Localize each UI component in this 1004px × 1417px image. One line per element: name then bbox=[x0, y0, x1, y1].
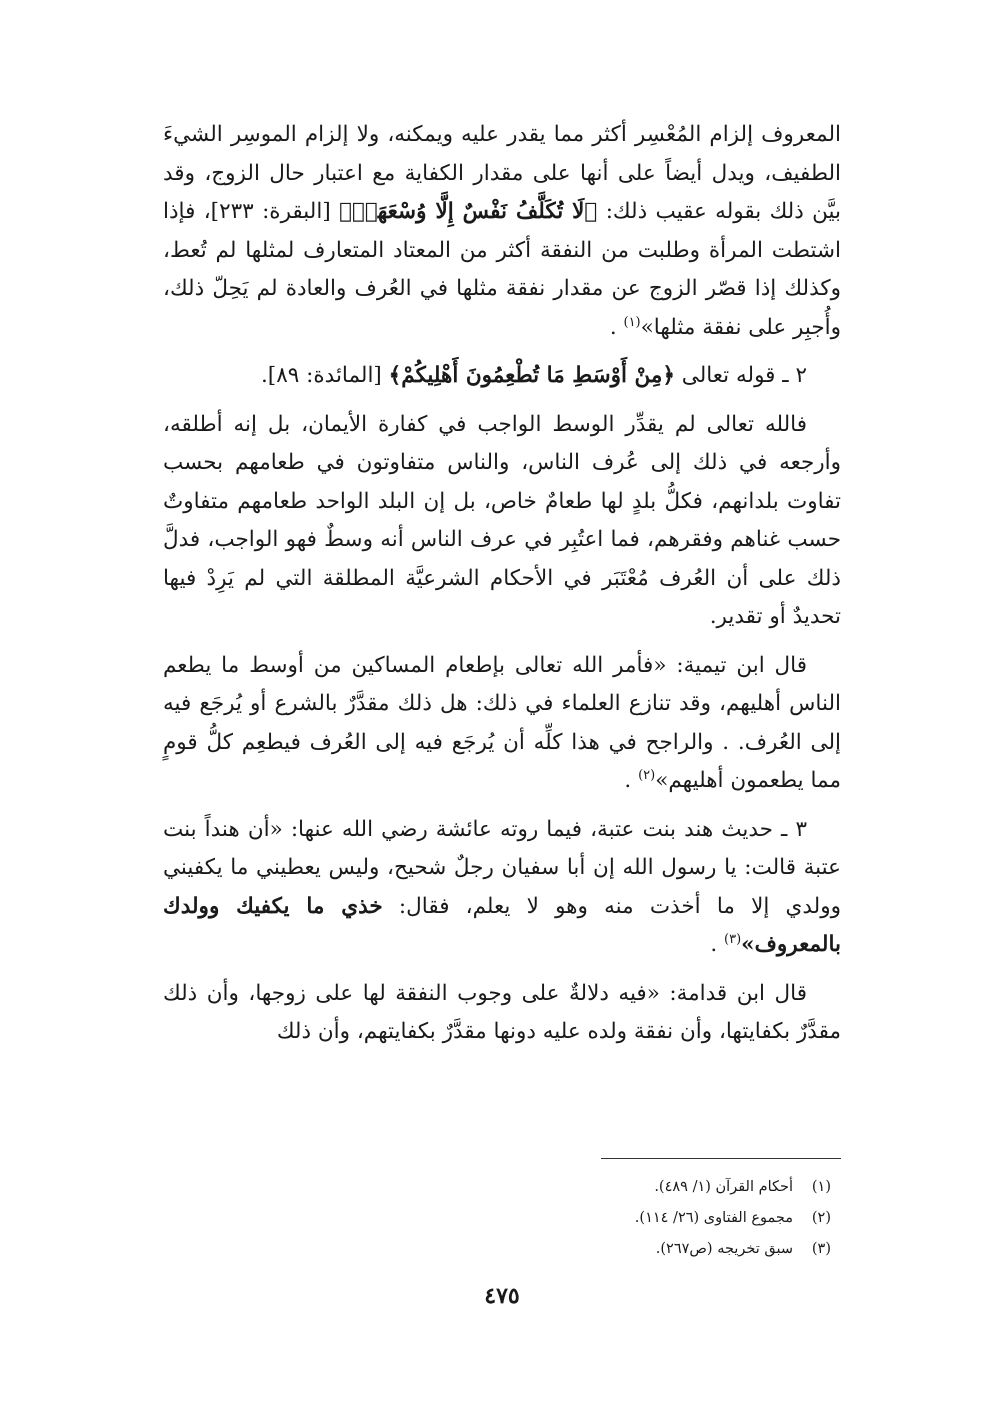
footnote-number: (٣) bbox=[811, 1241, 831, 1257]
footnote-text: مجموع الفتاوى (٢٦/ ١١٤). bbox=[634, 1210, 793, 1226]
quote-close: » bbox=[741, 932, 755, 957]
paragraph-6 bbox=[163, 975, 841, 1052]
paragraph-1-text-cont: [البقرة: ٢٣٣]، فإذا اشتطت المرأة وطلبت من النفقة أكثر من المعتاد المتعارف لمثلها لم تُعط، وكذلك إذا قصّر الزوج عن مقدار نفقة مثلها في العُرف والعادة لم يَحِلّ ذلك، وأُجبِر على نفقة مثلها» bbox=[163, 199, 841, 340]
footnote-ref-1[interactable]: (١) bbox=[623, 314, 641, 330]
ibn-taymiyyah-quote: قال ابن تيمية: «فأمر الله تعالى بإطعام المساكين من أوسط ما يطعم الناس أهليهم، وقد تنازع العلماء في ذلك: هل ذلك مقدَّرٌ بالشرع أو يُرجَع فيه إلى العُرف. . والراجح في هذا كلِّه أن يُرجَع فيه إلى العُرف فيطعِم كلُّ قومٍ مما يطعمون أهليهم» bbox=[163, 652, 841, 793]
ibn-qudamah-quote: قال ابن قدامة: «فيه دلالةٌ على وجوب النفقة لها على زوجها، وأن ذلك مقدَّرٌ بكفايتها، وأن نفقة ولده عليه دونها مقدَّرٌ بكفايتهم، وأن ذلك bbox=[163, 980, 841, 1044]
paragraph-3 bbox=[163, 406, 841, 637]
footnote-text: أحكام القرآن (١/ ٤٨٩). bbox=[654, 1179, 793, 1195]
page-body bbox=[163, 116, 841, 1052]
footnote-separator bbox=[601, 1158, 841, 1159]
paragraph-4-end: . bbox=[624, 768, 639, 793]
paragraph-1-text: المعروف إلزام المُعْسِر أكثر مما يقدر عليه ويمكنه، ولا إلزام الموسِر الشيءَ الطفيف، ويدل أيضاً على أنها على مقدار الكفاية مع اعتبار حال الزوج، وقد بيَّن ذلك بقوله عقيب ذلك: bbox=[163, 122, 841, 224]
footnotes bbox=[441, 1172, 841, 1265]
quran-verse-maidah: ﴿مِنْ أَوْسَطِ مَا تُطْعِمُونَ أَهْلِيكُمْ﴾ bbox=[388, 363, 675, 388]
paragraph-5-end: . bbox=[710, 932, 724, 957]
paragraph-5 bbox=[163, 811, 841, 965]
footnote-ref-2[interactable]: (٢) bbox=[638, 767, 656, 783]
paragraph-1 bbox=[163, 116, 841, 347]
footnote-number: (٢) bbox=[811, 1210, 831, 1226]
paragraph-4 bbox=[163, 647, 841, 801]
paragraph-1-end: . bbox=[609, 314, 624, 340]
paragraph-2 bbox=[163, 357, 841, 396]
footnote-text: سبق تخريجه (ص٢٦٧). bbox=[655, 1241, 793, 1257]
footnote-2 bbox=[441, 1203, 841, 1234]
page-number: ٤٧٥ bbox=[484, 1283, 520, 1309]
quran-verse-baqarah: ﴿لَا تُكَلَّفُ نَفْسٌ إِلَّا وُسْعَهَاۚ﴾ bbox=[339, 199, 598, 224]
paragraph-3-text: فالله تعالى لم يقدِّر الوسط الواجب في كفارة الأيمان، بل إنه أطلقه، وأرجعه في ذلك إلى عُرف الناس، والناس متفاوتون في طعامهم بحسب تفاوت بلدانهم، فكلُّ بلدٍ لها طعامٌ خاص، بل إن البلد الواحد طعامهم متفاوتٌ حسب غناهم وفقرهم، فما اعتُبِر في عرف الناس أنه وسطٌ فهو الواجب، فدلَّ ذلك على أن العُرف مُعْتَبَر في الأحكام الشرعيَّة المطلقة التي لم يَرِدْ فيها تحديدٌ أو تقدير. bbox=[163, 411, 841, 629]
verse-reference: [المائدة: ٨٩]. bbox=[260, 363, 389, 388]
hind-hadith-text: ٣ ـ حديث هند بنت عتبة، فيما روته عائشة رضي الله عنها: «أن هنداً بنت عتبة قالت: يا رسول الله إن أبا سفيان رجلٌ شحيح، وليس يعطيني ما يكفيني وولدي إلا ما أخذت منه وهو لا يعلم، فقال: bbox=[163, 816, 841, 919]
footnote-1 bbox=[441, 1172, 841, 1203]
footnote-number: (١) bbox=[811, 1179, 831, 1195]
footnote-ref-3[interactable]: (٣) bbox=[724, 931, 742, 947]
footnote-3 bbox=[441, 1234, 841, 1265]
point-2-heading: ٢ ـ قوله تعالى bbox=[674, 363, 807, 388]
hadith-key-phrase: خذي ما يكفيك وولدك بالمعروف bbox=[163, 893, 841, 957]
